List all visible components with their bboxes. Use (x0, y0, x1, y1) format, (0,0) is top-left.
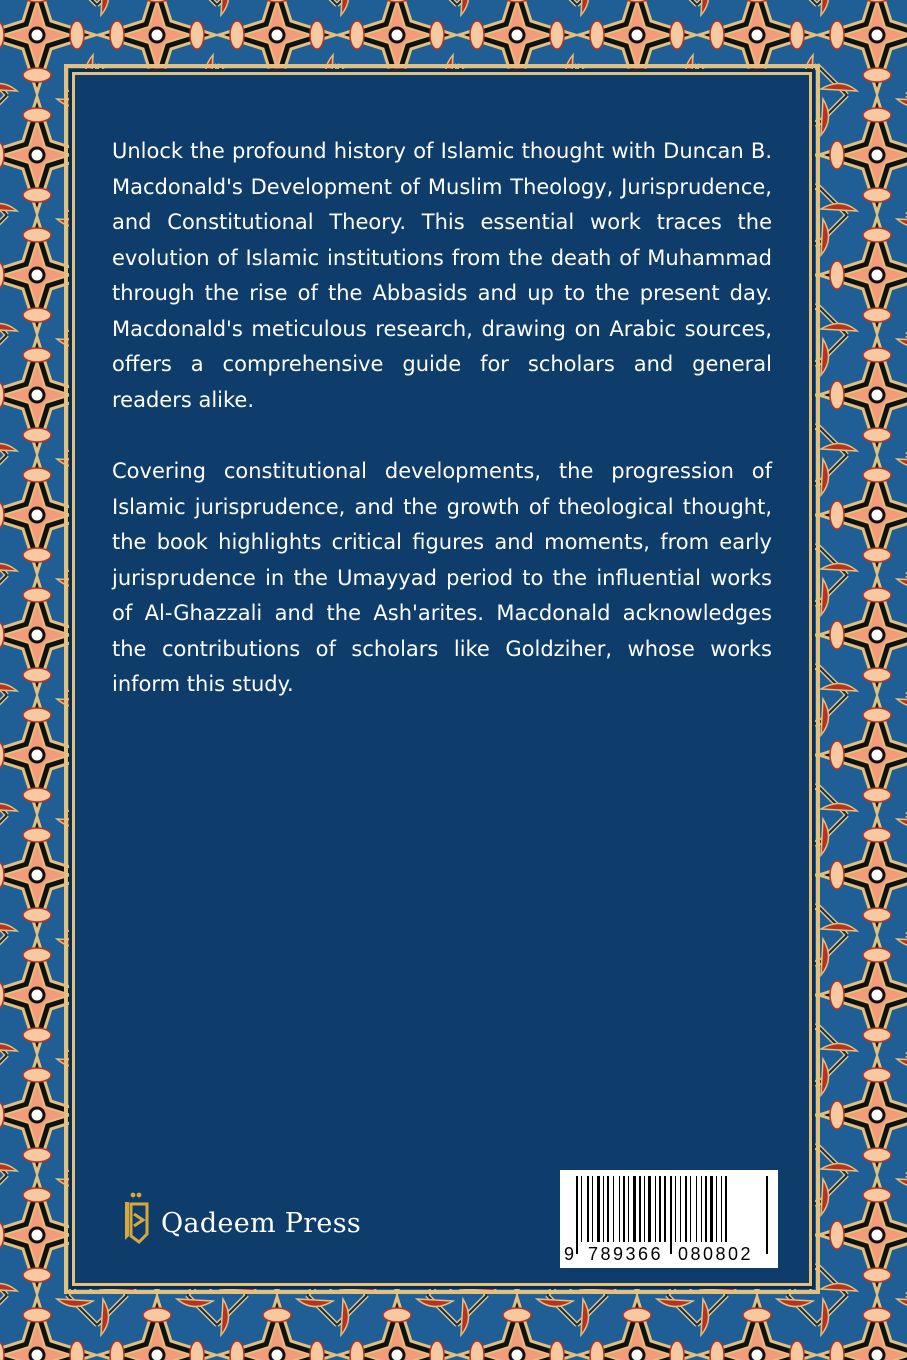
isbn-lead-digit: 9 (564, 1244, 575, 1264)
isbn-right-group: 080802 (678, 1244, 754, 1264)
description-paragraph-2: Covering constitutional developments, the progression of Islamic jurisprudence, and the growth of theological thought, the book highlights critical figures and moments, from early jurisprudence in the Umayyad period to the influential works of Al-Ghazzali and the Ash'arites. Macdonald acknowledges the contributions of scholars like Goldziher, whose works inform this study. (112, 459, 772, 696)
isbn-digits (560, 1244, 778, 1266)
isbn-left-group: 789366 (588, 1244, 664, 1264)
qadeem-press-logo-icon (119, 1190, 153, 1250)
book-description (112, 134, 772, 739)
publisher-logo (119, 1190, 362, 1254)
publisher-name: Qadeem Press (161, 1208, 362, 1239)
isbn-barcode (560, 1170, 778, 1268)
description-paragraph-1: Unlock the profound history of Islamic thought with Duncan B. Macdonald's Development of Muslim Theology, Jurisprudence, and Constitutional Theory. This essential work traces the evolution of Islamic institutions from the death of Muhammad through the rise of the Abbasids and up to the present day. Macdonald's meticulous research, drawing on Arabic sources, offers a comprehensive guide for scholars and general readers alike. (112, 139, 772, 412)
